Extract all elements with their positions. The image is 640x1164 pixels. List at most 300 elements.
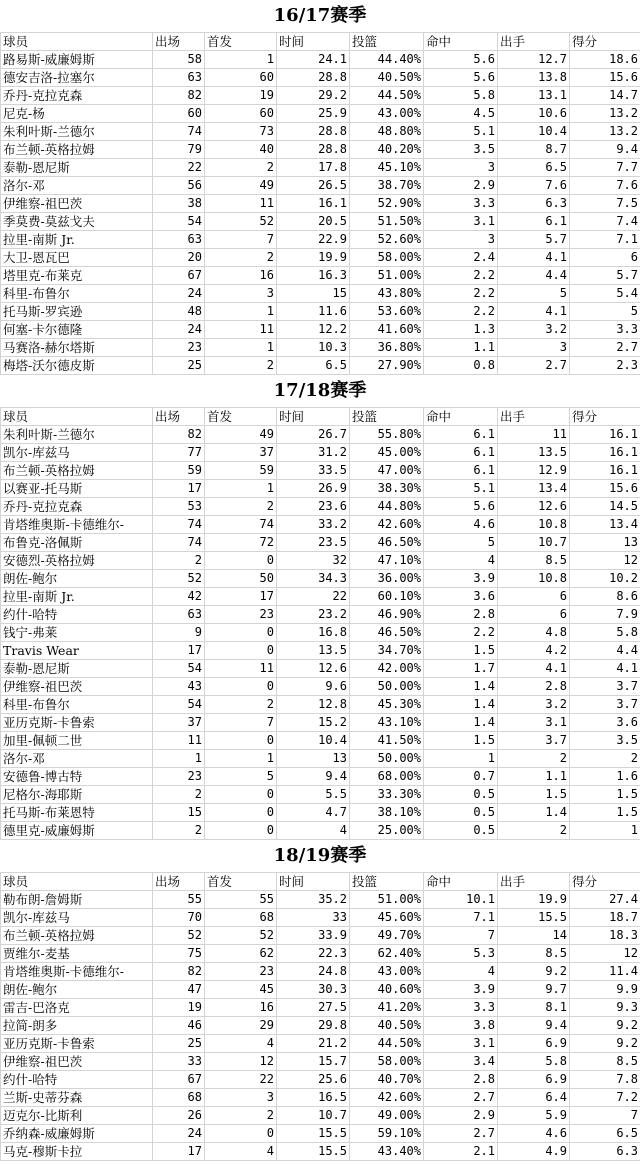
stat-cell: 43.80% xyxy=(350,285,424,303)
stat-cell: 13 xyxy=(570,534,640,552)
stat-cell: 45.00% xyxy=(350,444,424,462)
stat-cell: 43 xyxy=(153,678,205,696)
player-name-cell: 马赛洛-赫尔塔斯 xyxy=(1,339,153,357)
table-row xyxy=(1,891,640,909)
stat-cell: 33.2 xyxy=(277,516,350,534)
stat-cell: 5.1 xyxy=(424,123,498,141)
stat-cell: 52.90% xyxy=(350,195,424,213)
stat-cell: 6.4 xyxy=(498,1089,570,1107)
player-name-cell: 布鲁克-洛佩斯 xyxy=(1,534,153,552)
stat-cell: 14 xyxy=(498,927,570,945)
stat-cell: 4.8 xyxy=(498,624,570,642)
stat-cell: 23 xyxy=(153,768,205,786)
header-cell: 时间 xyxy=(277,408,350,426)
stat-cell: 1 xyxy=(153,750,205,768)
stat-cell: 29 xyxy=(205,1017,277,1035)
player-name-cell: 梅塔-沃尔德皮斯 xyxy=(1,357,153,375)
stat-cell: 7.7 xyxy=(570,159,640,177)
stat-cell: 3.8 xyxy=(424,1017,498,1035)
stat-cell: 10.1 xyxy=(424,891,498,909)
stat-cell: 16 xyxy=(205,267,277,285)
stat-cell: 2.8 xyxy=(424,1071,498,1089)
stat-cell: 18.3 xyxy=(570,927,640,945)
stat-cell: 3.9 xyxy=(424,981,498,999)
stat-cell: 9.4 xyxy=(498,1017,570,1035)
header-cell: 得分 xyxy=(570,33,640,51)
stat-cell: 9.7 xyxy=(498,981,570,999)
stat-cell: 9.2 xyxy=(498,963,570,981)
table-row xyxy=(1,516,640,534)
table-row xyxy=(1,69,640,87)
stat-cell: 63 xyxy=(153,231,205,249)
player-name-cell: 科里-布鲁尔 xyxy=(1,285,153,303)
stat-cell: 12.9 xyxy=(498,462,570,480)
stat-cell: 42 xyxy=(153,588,205,606)
stat-cell: 45.60% xyxy=(350,909,424,927)
stat-cell: 52.60% xyxy=(350,231,424,249)
table-row xyxy=(1,177,640,195)
stat-cell: 68 xyxy=(153,1089,205,1107)
stat-cell: 5.6 xyxy=(424,498,498,516)
stat-cell: 1 xyxy=(570,822,640,840)
header-cell: 球员 xyxy=(1,408,153,426)
stat-cell: 36.00% xyxy=(350,570,424,588)
stat-cell: 2 xyxy=(153,786,205,804)
player-name-cell: 凯尔-库兹马 xyxy=(1,909,153,927)
stat-cell: 27.4 xyxy=(570,891,640,909)
stat-cell: 3.5 xyxy=(424,141,498,159)
stat-cell: 8.5 xyxy=(570,1053,640,1071)
stat-cell: 2 xyxy=(205,1107,277,1125)
stat-cell: 45.10% xyxy=(350,159,424,177)
stat-cell: 3.3 xyxy=(424,999,498,1017)
stat-cell: 7.2 xyxy=(570,1089,640,1107)
stat-cell: 2.2 xyxy=(424,267,498,285)
table-row xyxy=(1,249,640,267)
stat-cell: 42.60% xyxy=(350,516,424,534)
stat-cell: 68 xyxy=(205,909,277,927)
table-row xyxy=(1,1071,640,1089)
stat-cell: 2 xyxy=(205,357,277,375)
stat-cell: 10.4 xyxy=(277,732,350,750)
stat-cell: 25.00% xyxy=(350,822,424,840)
stat-cell: 72 xyxy=(205,534,277,552)
stat-cell: 35.2 xyxy=(277,891,350,909)
stat-cell: 1.6 xyxy=(570,768,640,786)
stat-cell: 40.20% xyxy=(350,141,424,159)
table-row xyxy=(1,498,640,516)
stat-cell: 6.5 xyxy=(498,159,570,177)
stat-cell: 31.2 xyxy=(277,444,350,462)
stat-cell: 1.4 xyxy=(424,678,498,696)
stat-cell: 2 xyxy=(205,159,277,177)
stat-cell: 47.00% xyxy=(350,462,424,480)
stat-cell: 41.50% xyxy=(350,732,424,750)
table-row xyxy=(1,822,640,840)
header-cell: 得分 xyxy=(570,873,640,891)
player-name-cell: 洛尔-邓 xyxy=(1,177,153,195)
stat-cell: 24 xyxy=(153,285,205,303)
stat-cell: 3 xyxy=(424,159,498,177)
stat-cell: 0 xyxy=(205,1125,277,1143)
header-cell: 出场 xyxy=(153,408,205,426)
table-row xyxy=(1,624,640,642)
table-row xyxy=(1,267,640,285)
stat-cell: 29.8 xyxy=(277,1017,350,1035)
stat-cell: 5.8 xyxy=(570,624,640,642)
player-name-cell: Travis Wear xyxy=(1,642,153,660)
stat-cell: 11.4 xyxy=(570,963,640,981)
stat-cell: 24 xyxy=(153,321,205,339)
stat-cell: 22 xyxy=(153,159,205,177)
stat-cell: 5.5 xyxy=(277,786,350,804)
stat-cell: 4 xyxy=(205,1035,277,1053)
stat-cell: 7.6 xyxy=(498,177,570,195)
stat-cell: 12.7 xyxy=(498,51,570,69)
player-name-cell: 乔丹-克拉克森 xyxy=(1,87,153,105)
stat-cell: 11 xyxy=(498,426,570,444)
stat-cell: 1 xyxy=(205,303,277,321)
stat-cell: 15.6 xyxy=(570,480,640,498)
table-row xyxy=(1,981,640,999)
table-row xyxy=(1,660,640,678)
stat-cell: 20.5 xyxy=(277,213,350,231)
player-name-cell: 朗佐-鲍尔 xyxy=(1,570,153,588)
stat-cell: 9.2 xyxy=(570,1035,640,1053)
stat-cell: 8.5 xyxy=(498,945,570,963)
stat-cell: 12.2 xyxy=(277,321,350,339)
stat-cell: 3.9 xyxy=(424,570,498,588)
stat-cell: 4.4 xyxy=(498,267,570,285)
stat-cell: 9.2 xyxy=(570,1017,640,1035)
stat-cell: 16.1 xyxy=(277,195,350,213)
stat-cell: 34.70% xyxy=(350,642,424,660)
player-name-cell: 伊维察-祖巴茨 xyxy=(1,195,153,213)
stat-cell: 12.6 xyxy=(498,498,570,516)
stat-cell: 25 xyxy=(153,1035,205,1053)
stat-cell: 1.5 xyxy=(424,732,498,750)
stat-cell: 52 xyxy=(153,570,205,588)
stat-cell: 16.1 xyxy=(570,462,640,480)
stat-cell: 53.60% xyxy=(350,303,424,321)
table-row xyxy=(1,159,640,177)
stat-cell: 28.8 xyxy=(277,69,350,87)
stat-cell: 13.5 xyxy=(277,642,350,660)
stat-cell: 2.1 xyxy=(424,1143,498,1161)
stat-cell: 23.5 xyxy=(277,534,350,552)
header-cell: 出场 xyxy=(153,33,205,51)
player-name-cell: 拉简-朗多 xyxy=(1,1017,153,1035)
stat-cell: 60 xyxy=(205,69,277,87)
stat-cell: 5.9 xyxy=(498,1107,570,1125)
stat-cell: 24.8 xyxy=(277,963,350,981)
stat-cell: 17 xyxy=(205,588,277,606)
table-row xyxy=(1,444,640,462)
stat-cell: 43.40% xyxy=(350,1143,424,1161)
stat-cell: 67 xyxy=(153,1071,205,1089)
stat-cell: 19 xyxy=(205,87,277,105)
stat-cell: 1.5 xyxy=(570,786,640,804)
stat-cell: 5.7 xyxy=(570,267,640,285)
header-cell: 时间 xyxy=(277,33,350,51)
stat-cell: 1.4 xyxy=(424,714,498,732)
player-name-cell: 托马斯-布莱恩特 xyxy=(1,804,153,822)
player-name-cell: 塔里克-布莱克 xyxy=(1,267,153,285)
player-name-cell: 勒布朗-詹姆斯 xyxy=(1,891,153,909)
stat-cell: 5 xyxy=(498,285,570,303)
season-title: 18/19赛季 xyxy=(273,845,367,866)
table-row xyxy=(1,195,640,213)
stat-cell: 37 xyxy=(205,444,277,462)
stat-cell: 36.80% xyxy=(350,339,424,357)
stat-cell: 3.2 xyxy=(498,696,570,714)
stat-cell: 50 xyxy=(205,570,277,588)
season-title: 16/17赛季 xyxy=(273,5,367,26)
table-row xyxy=(1,999,640,1017)
stat-cell: 4.7 xyxy=(277,804,350,822)
stat-cell: 23.6 xyxy=(277,498,350,516)
stat-cell: 7.8 xyxy=(570,1071,640,1089)
stat-cell: 4 xyxy=(205,1143,277,1161)
stat-cell: 55 xyxy=(153,891,205,909)
stat-cell: 11 xyxy=(153,732,205,750)
stat-cell: 62.40% xyxy=(350,945,424,963)
stat-cell: 43.00% xyxy=(350,963,424,981)
stat-cell: 25.6 xyxy=(277,1071,350,1089)
player-name-cell: 伊维察-祖巴茨 xyxy=(1,678,153,696)
stat-cell: 49 xyxy=(205,177,277,195)
stat-cell: 3.7 xyxy=(570,678,640,696)
player-name-cell: 伊维察-祖巴茨 xyxy=(1,1053,153,1071)
player-name-cell: 拉里-南斯 Jr. xyxy=(1,231,153,249)
stat-cell: 1.5 xyxy=(424,642,498,660)
stat-cell: 51.00% xyxy=(350,267,424,285)
stat-cell: 10.8 xyxy=(498,570,570,588)
stat-cell: 5 xyxy=(570,303,640,321)
stat-cell: 70 xyxy=(153,909,205,927)
table-row xyxy=(1,1107,640,1125)
season-table xyxy=(0,872,640,1161)
stat-cell: 13 xyxy=(277,750,350,768)
season-table xyxy=(0,407,640,840)
stat-cell: 0.7 xyxy=(424,768,498,786)
stat-cell: 4.1 xyxy=(498,660,570,678)
stat-cell: 0 xyxy=(205,786,277,804)
stat-cell: 82 xyxy=(153,87,205,105)
stat-cell: 12 xyxy=(205,1053,277,1071)
player-name-cell: 马克-穆斯卡拉 xyxy=(1,1143,153,1161)
stat-cell: 11 xyxy=(205,660,277,678)
stat-cell: 42.00% xyxy=(350,660,424,678)
stat-cell: 58.00% xyxy=(350,1053,424,1071)
stat-cell: 15.2 xyxy=(277,714,350,732)
stat-cell: 10.4 xyxy=(498,123,570,141)
table-row xyxy=(1,714,640,732)
stat-cell: 3 xyxy=(424,231,498,249)
stat-cell: 1.4 xyxy=(498,804,570,822)
player-name-cell: 肯塔维奥斯-卡德维尔- xyxy=(1,963,153,981)
stat-cell: 10.6 xyxy=(498,105,570,123)
player-name-cell: 亚历克斯-卡鲁索 xyxy=(1,714,153,732)
stat-cell: 26.9 xyxy=(277,480,350,498)
stat-cell: 67 xyxy=(153,267,205,285)
stat-cell: 37 xyxy=(153,714,205,732)
table-row xyxy=(1,786,640,804)
stat-cell: 60.10% xyxy=(350,588,424,606)
stat-cell: 16.3 xyxy=(277,267,350,285)
stat-cell: 23 xyxy=(205,606,277,624)
table-row xyxy=(1,570,640,588)
stat-cell: 0 xyxy=(205,678,277,696)
stat-cell: 34.3 xyxy=(277,570,350,588)
player-name-cell: 加里-佩顿二世 xyxy=(1,732,153,750)
header-cell: 球员 xyxy=(1,873,153,891)
stat-cell: 38.70% xyxy=(350,177,424,195)
player-name-cell: 朱利叶斯-兰德尔 xyxy=(1,426,153,444)
stat-cell: 40.60% xyxy=(350,981,424,999)
stat-cell: 27.90% xyxy=(350,357,424,375)
stat-cell: 20 xyxy=(153,249,205,267)
stat-cell: 15.7 xyxy=(277,1053,350,1071)
stat-cell: 46.50% xyxy=(350,534,424,552)
stat-cell: 14.5 xyxy=(570,498,640,516)
stat-cell: 54 xyxy=(153,660,205,678)
player-name-cell: 拉里-南斯 Jr. xyxy=(1,588,153,606)
stat-cell: 3.6 xyxy=(570,714,640,732)
stat-cell: 28.8 xyxy=(277,141,350,159)
stat-cell: 13.1 xyxy=(498,87,570,105)
table-row xyxy=(1,105,640,123)
header-cell: 命中 xyxy=(424,873,498,891)
table-row xyxy=(1,141,640,159)
stat-cell: 55 xyxy=(205,891,277,909)
stat-cell: 15.5 xyxy=(498,909,570,927)
stat-cell: 4 xyxy=(277,822,350,840)
header-cell: 投篮 xyxy=(350,873,424,891)
table-row xyxy=(1,588,640,606)
stat-cell: 40.50% xyxy=(350,1017,424,1035)
stat-cell: 2 xyxy=(205,249,277,267)
stat-cell: 26 xyxy=(153,1107,205,1125)
table-row xyxy=(1,696,640,714)
stat-cell: 3.4 xyxy=(424,1053,498,1071)
header-cell: 命中 xyxy=(424,33,498,51)
player-name-cell: 约什-哈特 xyxy=(1,1071,153,1089)
stat-cell: 4 xyxy=(424,963,498,981)
stat-cell: 3.3 xyxy=(424,195,498,213)
stat-cell: 3 xyxy=(498,339,570,357)
header-row xyxy=(1,408,640,426)
header-cell: 首发 xyxy=(205,873,277,891)
stat-cell: 58.00% xyxy=(350,249,424,267)
stat-cell: 41.20% xyxy=(350,999,424,1017)
stat-cell: 10.7 xyxy=(277,1107,350,1125)
header-cell: 时间 xyxy=(277,873,350,891)
stat-cell: 3 xyxy=(205,1089,277,1107)
stat-cell: 25 xyxy=(153,357,205,375)
player-name-cell: 朗佐-鲍尔 xyxy=(1,981,153,999)
stat-cell: 17.8 xyxy=(277,159,350,177)
stat-cell: 15.5 xyxy=(277,1125,350,1143)
stat-cell: 74 xyxy=(205,516,277,534)
stat-cell: 4.4 xyxy=(570,642,640,660)
player-name-cell: 雷吉-巴洛克 xyxy=(1,999,153,1017)
stat-cell: 33.5 xyxy=(277,462,350,480)
stat-cell: 49.70% xyxy=(350,927,424,945)
player-name-cell: 布兰顿-英格拉姆 xyxy=(1,927,153,945)
header-row xyxy=(1,873,640,891)
stat-cell: 1.4 xyxy=(424,696,498,714)
stat-cell: 47.10% xyxy=(350,552,424,570)
stat-cell: 2 xyxy=(498,750,570,768)
stat-cell: 3.1 xyxy=(424,213,498,231)
stat-cell: 49 xyxy=(205,426,277,444)
stat-cell: 12 xyxy=(570,945,640,963)
stat-cell: 63 xyxy=(153,69,205,87)
stat-cell: 6.1 xyxy=(424,426,498,444)
stat-cell: 1.3 xyxy=(424,321,498,339)
stat-cell: 6.1 xyxy=(424,444,498,462)
stat-cell: 56 xyxy=(153,177,205,195)
stat-cell: 0 xyxy=(205,804,277,822)
stat-cell: 19.9 xyxy=(277,249,350,267)
stat-cell: 46 xyxy=(153,1017,205,1035)
stat-cell: 74 xyxy=(153,516,205,534)
stat-cell: 1.5 xyxy=(498,786,570,804)
header-cell: 出手 xyxy=(498,33,570,51)
stat-cell: 16.1 xyxy=(570,444,640,462)
stat-cell: 5.4 xyxy=(570,285,640,303)
player-name-cell: 托马斯-罗宾逊 xyxy=(1,303,153,321)
stat-cell: 45 xyxy=(205,981,277,999)
stat-cell: 6.5 xyxy=(570,1125,640,1143)
header-cell: 命中 xyxy=(424,408,498,426)
stat-cell: 24 xyxy=(153,1125,205,1143)
stat-cell: 4 xyxy=(424,552,498,570)
stat-cell: 2 xyxy=(570,750,640,768)
table-row xyxy=(1,963,640,981)
stat-cell: 8.5 xyxy=(498,552,570,570)
table-row xyxy=(1,945,640,963)
stat-cell: 79 xyxy=(153,141,205,159)
stat-cell: 5 xyxy=(205,768,277,786)
stat-cell: 2 xyxy=(205,498,277,516)
player-name-cell: 大卫-恩瓦巴 xyxy=(1,249,153,267)
player-name-cell: 迈克尔-比斯利 xyxy=(1,1107,153,1125)
table-row xyxy=(1,927,640,945)
table-row xyxy=(1,1143,640,1161)
stat-cell: 46.50% xyxy=(350,624,424,642)
stat-cell: 2.4 xyxy=(424,249,498,267)
stat-cell: 62 xyxy=(205,945,277,963)
stat-cell: 29.2 xyxy=(277,87,350,105)
stat-cell: 44.50% xyxy=(350,87,424,105)
player-name-cell: 兰斯-史蒂芬森 xyxy=(1,1089,153,1107)
stat-cell: 7 xyxy=(205,714,277,732)
stat-cell: 11.6 xyxy=(277,303,350,321)
stat-cell: 13.2 xyxy=(570,123,640,141)
player-name-cell: 尼克-杨 xyxy=(1,105,153,123)
stat-cell: 0 xyxy=(205,552,277,570)
stat-cell: 75 xyxy=(153,945,205,963)
stat-cell: 7.1 xyxy=(570,231,640,249)
player-name-cell: 乔丹-克拉克森 xyxy=(1,498,153,516)
table-row xyxy=(1,732,640,750)
player-name-cell: 安德烈-英格拉姆 xyxy=(1,552,153,570)
stat-cell: 5.6 xyxy=(424,51,498,69)
stat-cell: 7 xyxy=(570,1107,640,1125)
stat-cell: 60 xyxy=(205,105,277,123)
